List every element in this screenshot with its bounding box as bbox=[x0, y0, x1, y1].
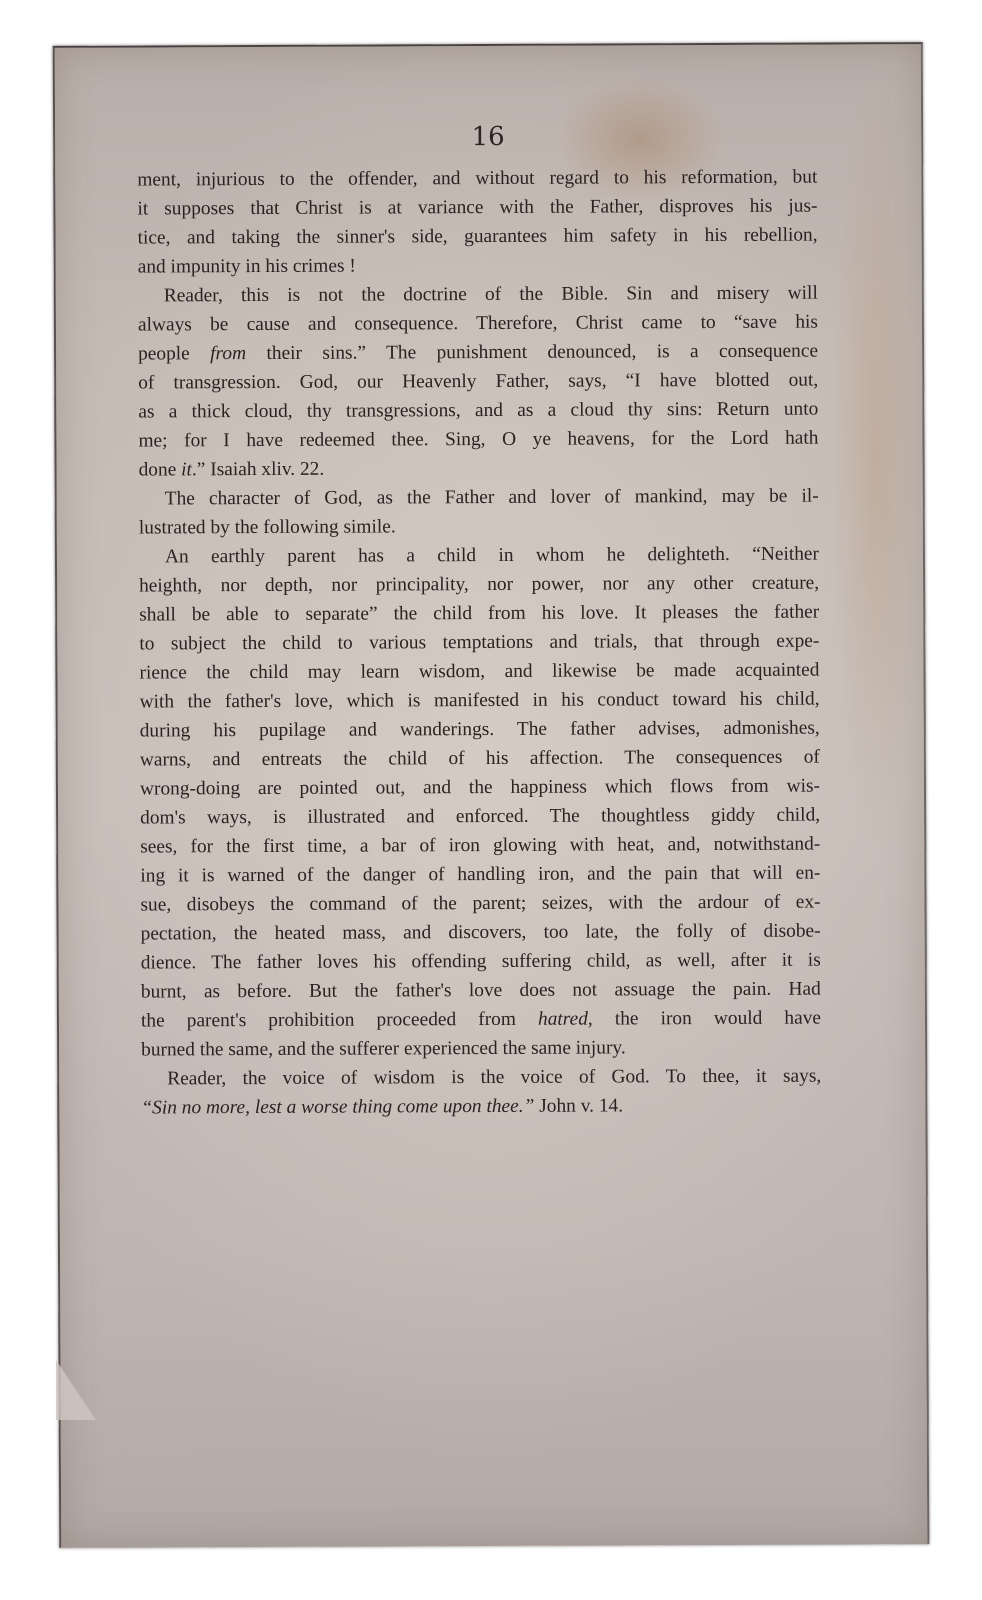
text-line: sue, disobeys the command of the parent; seizes, with the ardour of ex- bbox=[140, 891, 821, 916]
text-line: to subject the child to various temptations and trials, that through expe- bbox=[139, 630, 820, 655]
page-number: 16 bbox=[471, 121, 505, 153]
text-line: Reader, this is not the doctrine of the Bible. Sin and misery will bbox=[163, 282, 818, 307]
text-run: people bbox=[138, 343, 211, 365]
body-text bbox=[137, 163, 821, 1123]
text-run: the parent's prohibition proceeded from bbox=[140, 1008, 539, 1032]
text-line bbox=[141, 1091, 821, 1123]
text-line: and impunity in his crimes ! bbox=[137, 255, 356, 278]
text-line: burnt, as before. But the father's love does not assuage the pain. Had bbox=[140, 978, 821, 1003]
text-line bbox=[139, 453, 819, 485]
paragraph bbox=[139, 540, 821, 1065]
text-line: sees, for the first time, a bar of iron glowing with heat, and, notwithstand- bbox=[140, 833, 821, 858]
italic-run: from bbox=[210, 343, 247, 365]
text-line: during his pupilage and wanderings. The father advises, admonishes, bbox=[139, 717, 820, 742]
text-run: .” Isaiah xliv. 22. bbox=[191, 458, 325, 481]
text-line: pectation, the heated mass, and discovers, too late, the folly of disobe- bbox=[140, 920, 821, 945]
text-run: , the iron would have bbox=[587, 1007, 822, 1030]
italic-run: “Sin no more, lest a worse thing come upon thee.” bbox=[141, 1095, 535, 1119]
text-line: of transgression. God, our Heavenly Father, says, “I have blotted out, bbox=[138, 369, 819, 394]
text-line: ing it is warned of the danger of handling iron, and the pain that will en- bbox=[140, 862, 821, 887]
italic-run: hatred bbox=[537, 1008, 588, 1030]
text-line: lustrated by the following simile. bbox=[138, 516, 396, 539]
text-line: with the father's love, which is manifested in his conduct toward his child, bbox=[139, 688, 820, 713]
text-line bbox=[138, 337, 818, 369]
text-line: dience. The father loves his offending suffering child, as well, after it is bbox=[140, 949, 821, 974]
text-line: rience the child may learn wisdom, and likewise be made acquainted bbox=[139, 659, 820, 684]
text-line: Reader, the voice of wisdom is the voice of God. To thee, it says, bbox=[167, 1065, 822, 1090]
text-line: The character of God, as the Father and lover of mankind, may be il- bbox=[164, 485, 819, 510]
paragraph bbox=[141, 1062, 821, 1123]
italic-run: it bbox=[181, 459, 192, 481]
text-line: An earthly parent has a child in whom he delighteth. “Neither bbox=[164, 543, 819, 568]
text-line: wrong-doing are pointed out, and the happiness which flows from wis- bbox=[139, 775, 821, 800]
text-run: their sins.” The punishment denounced, is a consequence bbox=[246, 340, 819, 365]
text-line: as a thick cloud, thy transgressions, and as a cloud thy sins: Return unto bbox=[138, 398, 819, 423]
text-line: me; for I have redeemed thee. Sing, O ye heavens, for the Lord hath bbox=[138, 427, 819, 452]
text-line: tice, and taking the sinner's side, guarantees him safety in his rebellion, bbox=[137, 224, 818, 249]
text-line: ment, injurious to the offender, and without regard to his reformation, but bbox=[137, 166, 818, 191]
paragraph bbox=[137, 163, 817, 282]
text-line: it supposes that Christ is at variance with the Father, disproves his jus- bbox=[137, 195, 818, 220]
text-line: heighth, nor depth, nor principality, nor power, nor any other creature, bbox=[139, 572, 820, 597]
text-line: shall be able to separate” the child from his love. It pleases the father bbox=[139, 601, 820, 626]
text-run: John v. 14. bbox=[534, 1095, 624, 1117]
text-line: burned the same, and the sufferer experienced the same injury. bbox=[141, 1037, 626, 1061]
text-run: done bbox=[138, 459, 182, 481]
text-line bbox=[141, 1004, 821, 1036]
book-page bbox=[53, 42, 930, 1548]
text-line: always be cause and consequence. Therefore, Christ came to “save his bbox=[137, 311, 818, 336]
paragraph bbox=[138, 279, 819, 485]
folded-corner bbox=[56, 1360, 96, 1420]
text-line: dom's ways, is illustrated and enforced. The thoughtless giddy child, bbox=[140, 804, 821, 829]
text-line: warns, and entreats the child of his affection. The consequences of bbox=[139, 746, 820, 771]
paragraph bbox=[139, 482, 819, 543]
